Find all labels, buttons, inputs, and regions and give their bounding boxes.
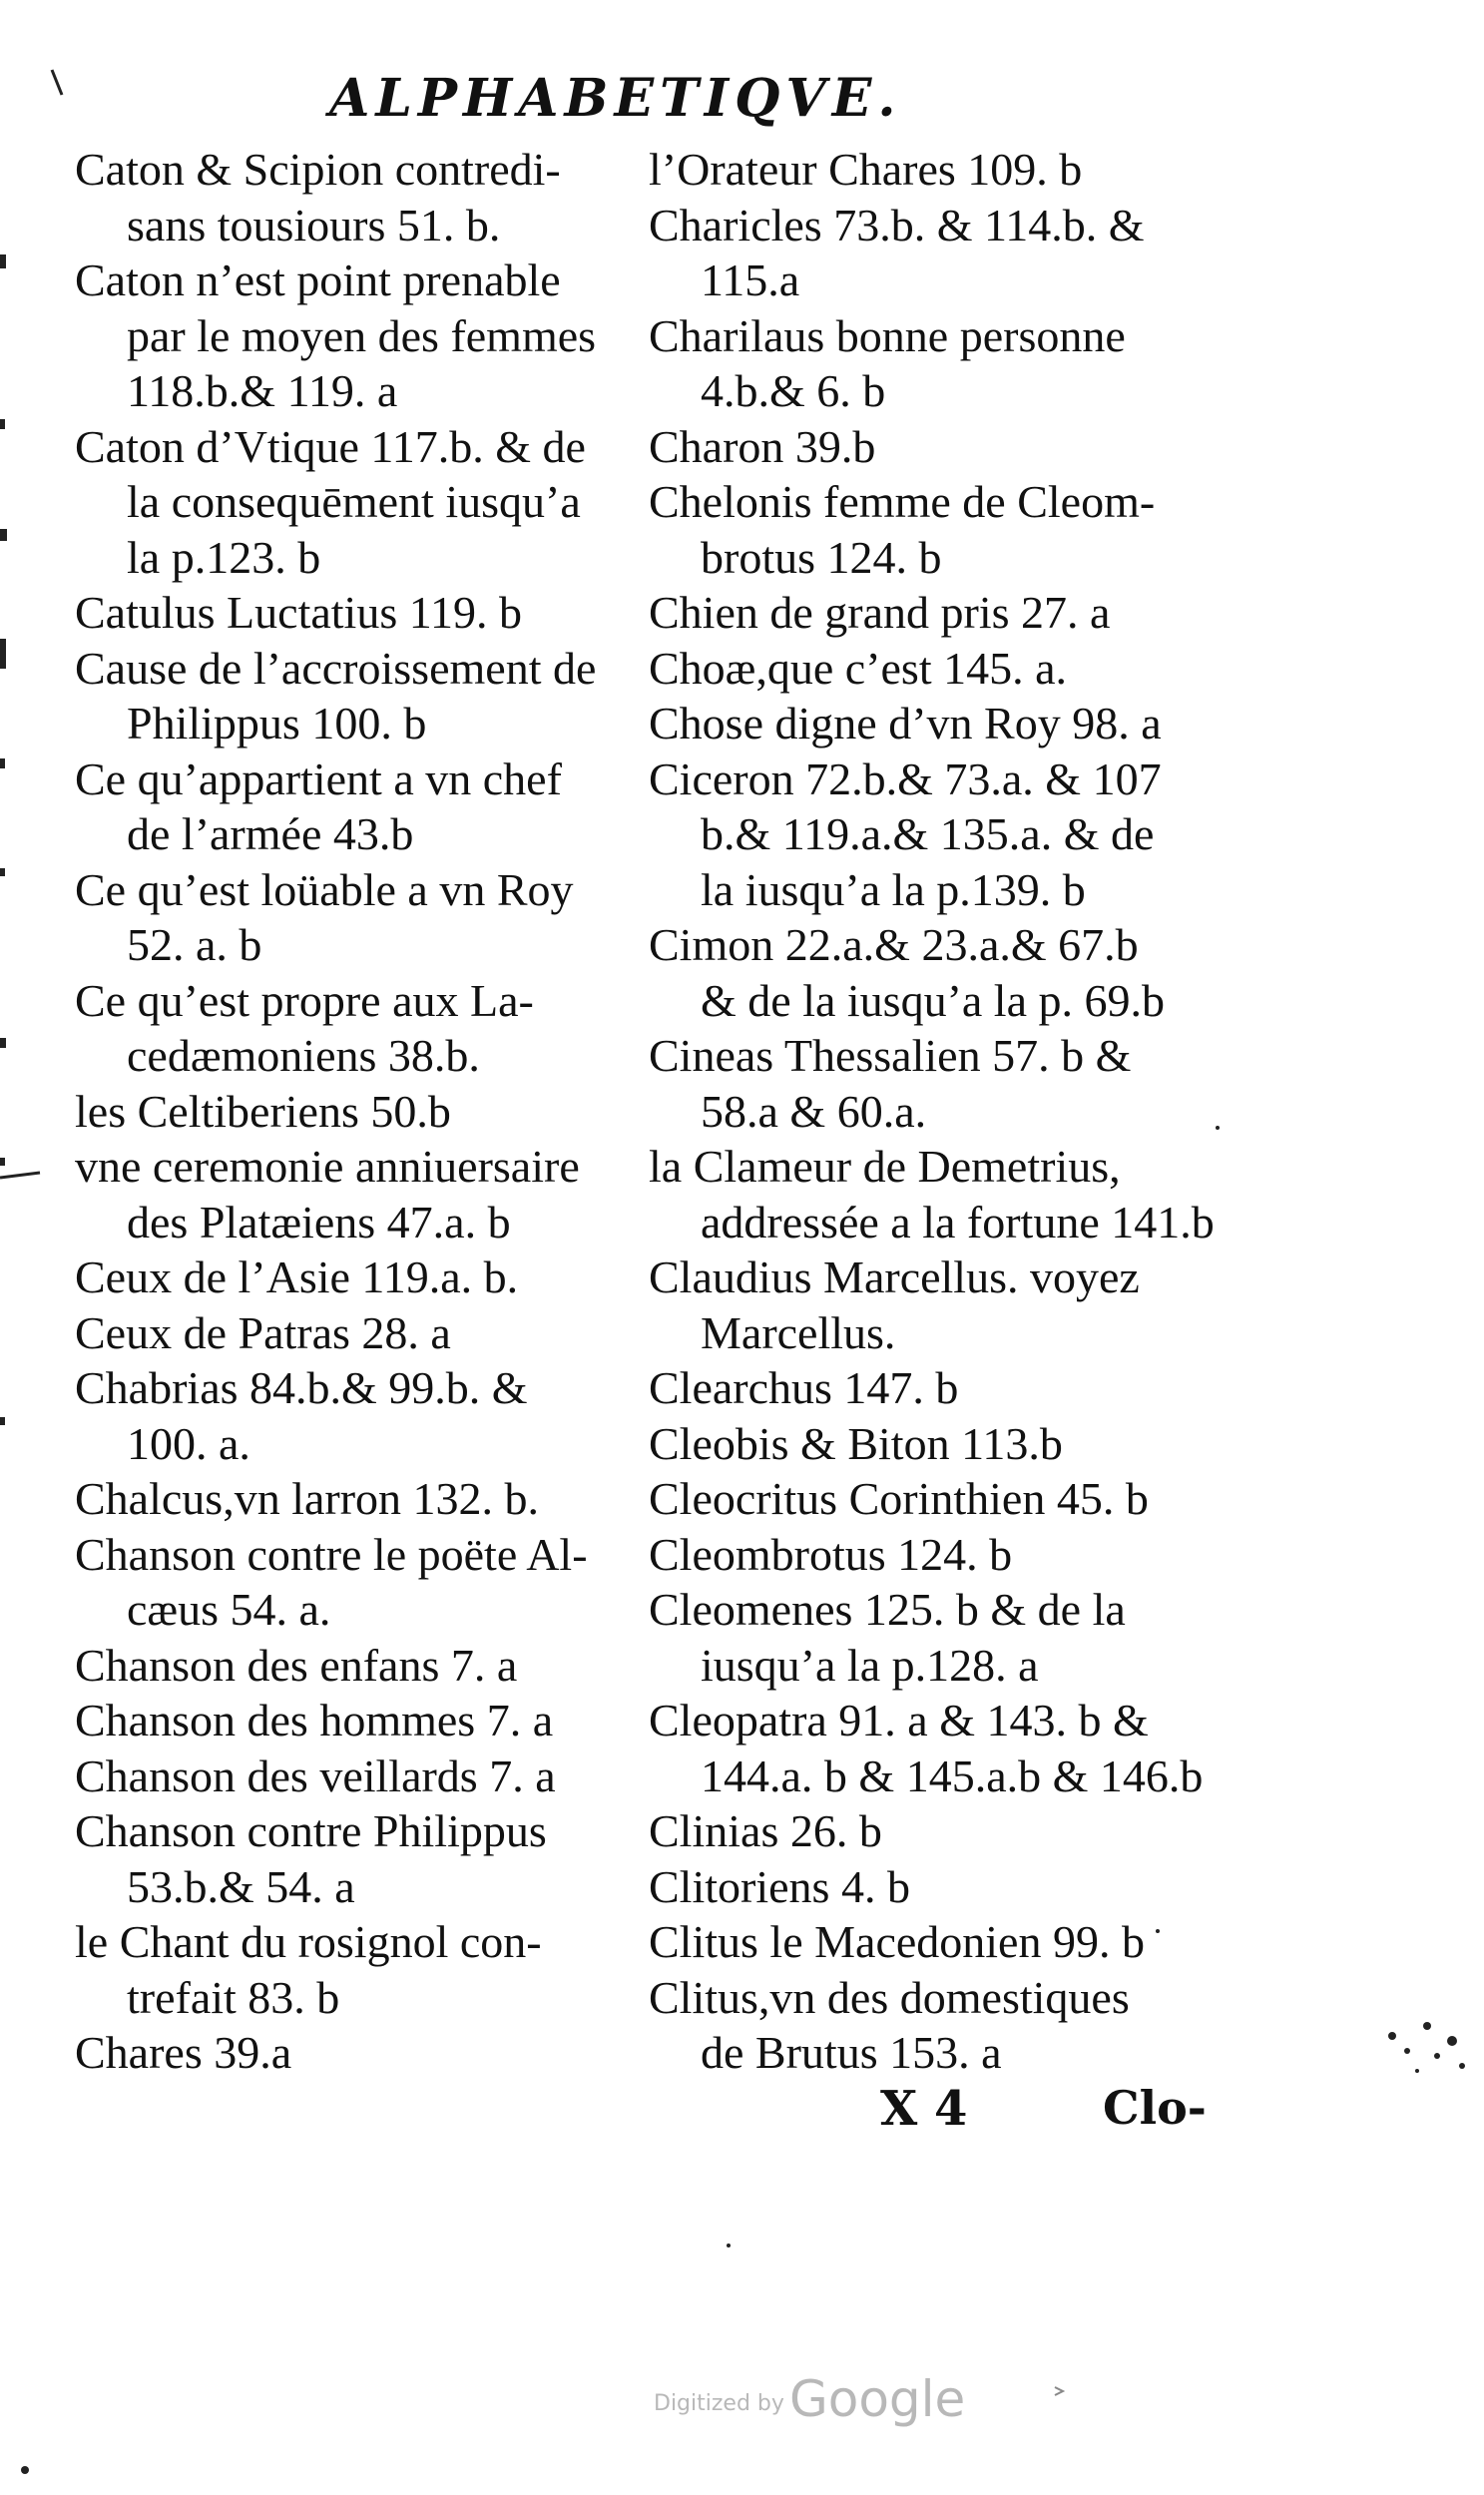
left-entry-line: Ce qu’est propre aux La- (75, 974, 534, 1026)
right-entry-line: Clitoriens 4. b (649, 1860, 910, 1912)
left-entry-line: 53.b.& 54. a (127, 1860, 355, 1912)
left-entry-line: sans tousiours 51. b. (127, 199, 501, 250)
left-entry-line: le Chant du rosignol con- (75, 1916, 542, 1967)
right-entry-line: Charilaus bonne personne (649, 309, 1126, 361)
left-entry-line: Ceux de l’Asie 119.a. b. (75, 1251, 519, 1302)
left-entry-line: Caton d’Vtique 117.b. & de (75, 420, 586, 472)
left-entry-line: Caton n’est point prenable (75, 254, 561, 305)
left-entry-line: 52. a. b (127, 919, 262, 970)
right-entry-line: la iusqu’a la p.139. b (701, 863, 1086, 915)
right-entry-line: Ciceron 72.b.& 73.a. & 107 (649, 752, 1162, 804)
right-entry-line: addressée a la fortune 141.b (701, 1196, 1215, 1248)
left-entry-line: cedæmoniens 38.b. (127, 1030, 480, 1081)
right-entry-line: 115.a (701, 254, 800, 305)
right-entry-line: 144.a. b & 145.a.b & 146.b (701, 1749, 1204, 1801)
right-entry-line: Choæ,que c’est 145. a. (649, 642, 1068, 694)
left-entry-line: Chanson contre le poëte Al- (75, 1528, 588, 1580)
right-entry-line: Clearchus 147. b (649, 1362, 959, 1413)
left-entry-line: Ceux de Patras 28. a (75, 1306, 451, 1358)
left-entry-line: par le moyen des femmes (127, 309, 597, 361)
left-entry-line: cæus 54. a. (127, 1584, 331, 1635)
left-entry-line: Catulus Luctatius 119. b (75, 587, 523, 638)
right-entry-line: Charicles 73.b. & 114.b. & (649, 199, 1145, 250)
left-entry-line: Chanson des hommes 7. a (75, 1695, 554, 1746)
right-entry-line: iusqu’a la p.128. a (701, 1639, 1039, 1691)
left-entry-line: Chanson contre Philippus (75, 1805, 547, 1856)
left-entry-line: Ce qu’est loüable a vn Roy (75, 863, 574, 915)
left-entry-line: trefait 83. b (127, 1971, 340, 2023)
left-entry-line: de l’armée 43.b (127, 808, 414, 859)
right-entry-line: la Clameur de Demetrius, (649, 1141, 1121, 1192)
right-entry-line: Claudius Marcellus. voyez (649, 1251, 1140, 1302)
right-entry-line: l’Orateur Chares 109. b (649, 144, 1083, 195)
left-entry-line: les Celtiberiens 50.b (75, 1085, 451, 1137)
left-entry-line: 118.b.& 119. a (127, 365, 398, 416)
watermark-prefix: Digitized by (654, 2391, 784, 2416)
left-entry-line: Ce qu’appartient a vn chef (75, 752, 562, 804)
left-entry-line: vne ceremonie anniuersaire (75, 1141, 580, 1192)
right-entry-line: Cleombrotus 124. b (649, 1528, 1013, 1580)
left-entry-line: Chabrias 84.b.& 99.b. & (75, 1362, 528, 1413)
right-entry-line: Cleomenes 125. b & de la (649, 1584, 1126, 1635)
right-entry-line: Clitus,vn des domestiques (649, 1971, 1130, 2023)
watermark-brand: Google (789, 2370, 966, 2428)
right-entry-line: Charon 39.b (649, 420, 876, 472)
right-entry-line: Cleobis & Biton 113.b (649, 1417, 1063, 1469)
left-entry-line: des Platæiens 47.a. b (127, 1196, 511, 1248)
right-entry-line: Clinias 26. b (649, 1805, 882, 1856)
right-entry-line: Marcellus. (701, 1306, 896, 1358)
right-entry-line: Clitus le Macedonien 99. b (649, 1916, 1145, 1967)
right-entry-line: b.& 119.a.& 135.a. & de (701, 808, 1155, 859)
signature-mark: X 4 (880, 2081, 968, 2137)
right-entry-line: Chien de grand pris 27. a (649, 587, 1111, 638)
right-entry-line: de Brutus 153. a (701, 2027, 1002, 2078)
left-entry-line: la p.123. b (127, 531, 321, 583)
right-entry-line: brotus 124. b (701, 531, 942, 583)
catchword: Clo- (1103, 2081, 1207, 2135)
left-entry-line: Caton & Scipion contredi- (75, 144, 561, 195)
right-entry-line: Chelonis femme de Cleom- (649, 476, 1156, 527)
page-header: ALPHABETIQVE. (329, 68, 902, 129)
left-entry-line: la consequēment iusqu’a (127, 476, 581, 527)
right-entry-line: Cleopatra 91. a & 143. b & (649, 1695, 1149, 1746)
left-entry-line: Chares 39.a (75, 2027, 292, 2078)
left-entry-line: Chanson des veillards 7. a (75, 1749, 556, 1801)
right-entry-line: Cleocritus Corinthien 45. b (649, 1473, 1149, 1524)
right-entry-line: Cimon 22.a.& 23.a.& 67.b (649, 919, 1139, 970)
left-entry-line: 100. a. (127, 1417, 250, 1469)
right-entry-line: Chose digne d’vn Roy 98. a (649, 698, 1162, 748)
left-entry-line: Chanson des enfans 7. a (75, 1639, 518, 1691)
right-entry-line: 4.b.& 6. b (701, 365, 886, 416)
left-entry-line: Cause de l’accroissement de (75, 642, 597, 694)
left-entry-line: Chalcus,vn larron 132. b. (75, 1473, 540, 1524)
right-entry-line: Cineas Thessalien 57. b & (649, 1030, 1132, 1081)
right-entry-line: & de la iusqu’a la p. 69.b (701, 974, 1166, 1026)
left-entry-line: Philippus 100. b (127, 698, 427, 748)
right-entry-line: 58.a & 60.a. (701, 1085, 927, 1137)
